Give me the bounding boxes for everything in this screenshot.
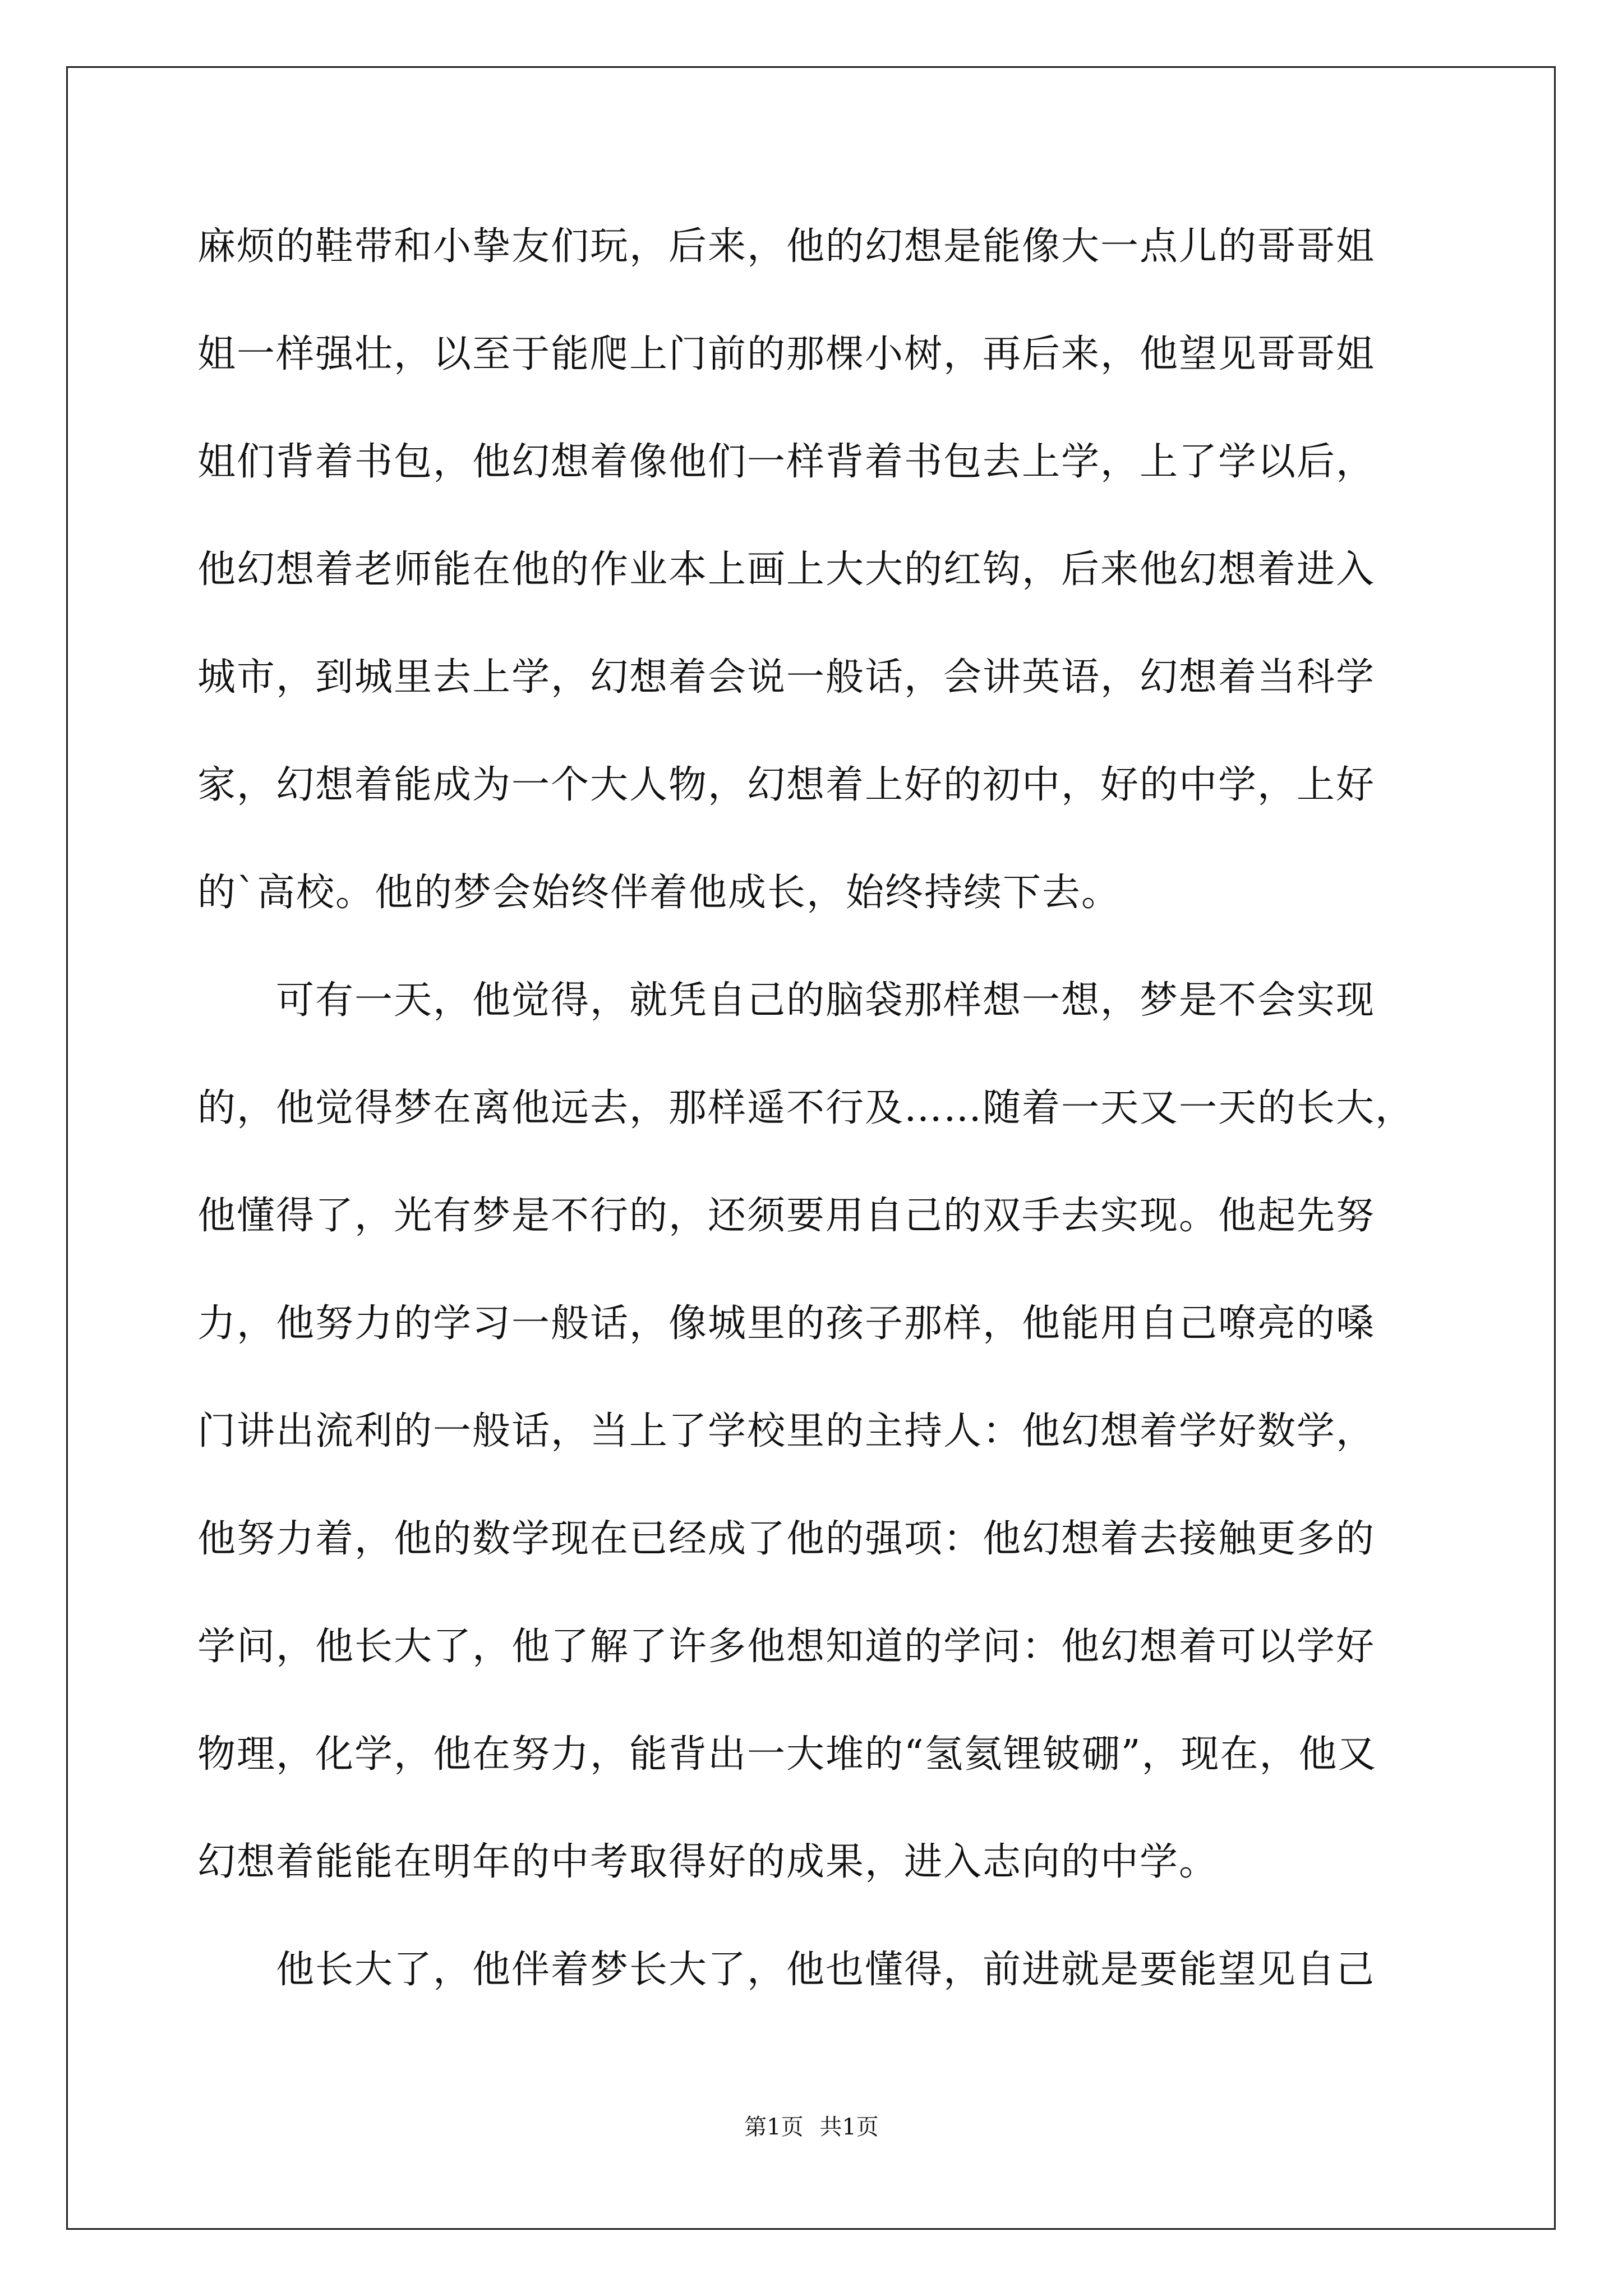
text-line: 家，幻想着能成为一个大人物，幻想着上好的初中，好的中学，上好 <box>197 763 1376 807</box>
page-total: 共1页 <box>819 2114 879 2140</box>
text-line: 幻想着能能在明年的中考取得好的成果，进入志向的中学。 <box>197 1840 1219 1884</box>
text-line: 可有一天，他觉得，就凭自己的脑袋那样想一想，梦是不会实现 <box>197 978 1376 1023</box>
page-number: 第1页 <box>744 2114 804 2140</box>
text-line: 他努力着，他的数学现在已经成了他的强项：他幻想着去接触更多的 <box>197 1517 1376 1561</box>
text-line: 他懂得了，光有梦是不行的，还须要用自己的双手去实现。他起先努 <box>197 1194 1376 1238</box>
text-line: 姐们背着书包，他幻想着像他们一样背着书包去上学，上了学以后， <box>197 440 1376 484</box>
text-line: 门讲出流利的一般话，当上了学校里的主持人：他幻想着学好数学， <box>197 1409 1376 1453</box>
text-line: 的`高校。他的梦会始终伴着他成长，始终持续下去。 <box>197 871 1121 915</box>
document-body <box>197 213 1437 2044</box>
text-line: 力，他努力的学习一般话，像城里的孩子那样，他能用自己嘹亮的嗓 <box>197 1301 1376 1346</box>
text-line: 物理，化学，他在努力，能背出一大堆的“氢氦锂铍硼”，现在，他又 <box>197 1732 1377 1777</box>
text-line: 他长大了，他伴着梦长大了，他也懂得，前进就是要能望见自己 <box>197 1948 1376 1992</box>
text-line: 麻烦的鞋带和小挚友们玩，后来，他的幻想是能像大一点儿的哥哥姐 <box>197 224 1376 269</box>
text-line: 他幻想着老师能在他的作业本上画上大大的红钩，后来他幻想着进入 <box>197 547 1376 592</box>
text-line: 姐一样强壮，以至于能爬上门前的那棵小树，再后来，他望见哥哥姐 <box>197 332 1376 376</box>
page-footer <box>0 2110 1623 2144</box>
text-line: 的，他觉得梦在离他远去，那样遥不行及……随着一天又一天的长大， <box>197 1086 1415 1130</box>
text-line: 城市，到城里去上学，幻想着会说一般话，会讲英语，幻想着当科学 <box>197 655 1376 700</box>
text-line: 学问，他长大了，他了解了许多他想知道的学问：他幻想着可以学好 <box>197 1625 1376 1669</box>
